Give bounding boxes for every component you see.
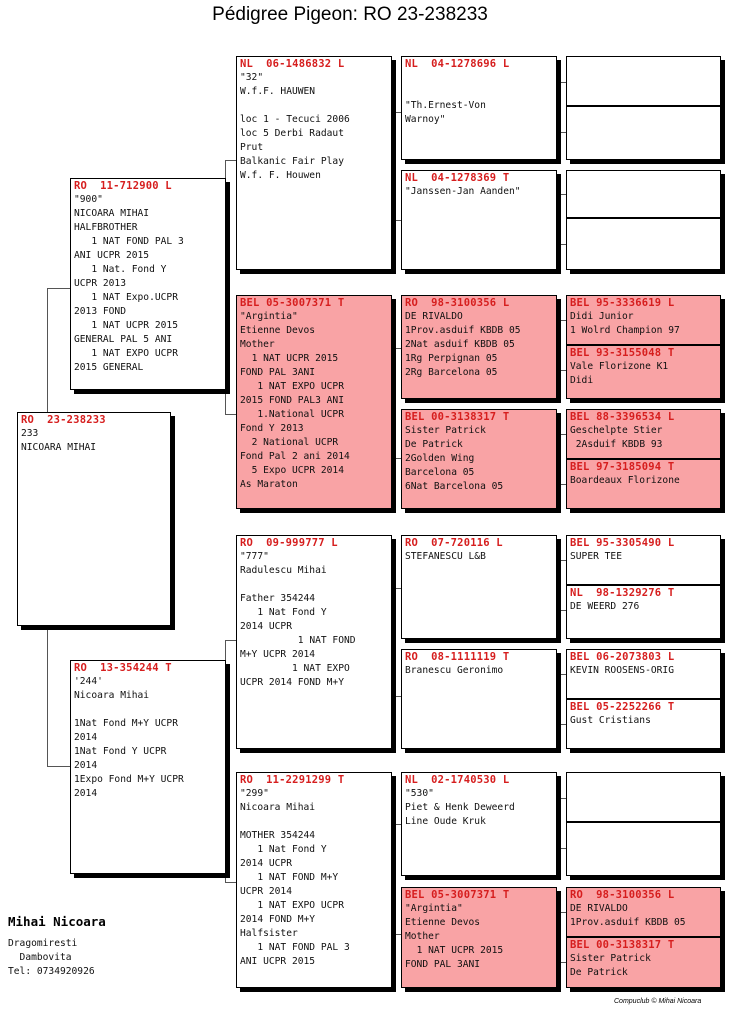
gen4-card-dsss[interactable] bbox=[566, 535, 721, 585]
ring-number: RO 98-3100356 L bbox=[570, 889, 675, 901]
connector-line bbox=[557, 798, 558, 848]
ring-number: RO 11-2291299 T bbox=[240, 774, 345, 786]
pigeon-details: "Th.Ernest-Von Warnoy" bbox=[405, 100, 486, 125]
pigeon-details: "Argintia" Etienne Devos Mother 1 NAT UCPR 2015 FOND PAL 3ANI bbox=[405, 903, 504, 970]
gen4-card-dssd[interactable] bbox=[566, 585, 721, 639]
ring-number: BEL 88-3396534 L bbox=[570, 411, 675, 423]
pigeon-details: KEVIN ROOSENS-ORIG bbox=[570, 665, 674, 676]
owner-county: Dambovita bbox=[8, 952, 72, 963]
pigeon-details: 233 NICOARA MIHAI bbox=[21, 428, 97, 453]
pigeon-details: "Janssen-Jan Aanden" bbox=[405, 186, 521, 197]
ring-number: BEL 06-2073803 L bbox=[570, 651, 675, 663]
pigeon-details: STEFANESCU L&B bbox=[405, 551, 486, 562]
gen4-card-ssss[interactable] bbox=[566, 56, 721, 106]
pigeon-details: Branescu Geronimo bbox=[405, 665, 504, 676]
connector-line bbox=[47, 288, 48, 414]
great-grandparent-card-dss[interactable] bbox=[401, 535, 557, 639]
ring-number: BEL 05-2252266 T bbox=[570, 701, 675, 713]
ring-number: NL 02-1740530 L bbox=[405, 774, 510, 786]
pigeon-details: "Argintia" Etienne Devos Mother 1 NAT UCPR 2015 FOND PAL 3ANI 1 NAT EXPO UCPR 2015 FOND PAL3 ANI 1.National UCPR Fond Y 2013 2 National UCPR Fond Pal 2 ani 2014 5 Expo UCPR 2014 As Maraton bbox=[240, 311, 350, 490]
gen4-card-ddss[interactable] bbox=[566, 772, 721, 822]
connector-line bbox=[557, 320, 558, 370]
great-grandparent-card-sds[interactable] bbox=[401, 295, 557, 399]
pigeon-details: Didi Junior 1 Wolrd Champion 97 bbox=[570, 311, 680, 336]
ring-number: BEL 95-3336619 L bbox=[570, 297, 675, 309]
ring-number: NL 06-1486832 L bbox=[240, 58, 345, 70]
great-grandparent-card-sdd[interactable] bbox=[401, 409, 557, 509]
ring-number: RO 13-354244 T bbox=[74, 662, 172, 674]
pigeon-details: '244' Nicoara Mihai 1Nat Fond M+Y UCPR 2014 1Nat Fond Y UCPR 2014 1Expo Fond M+Y UCPR 2014 bbox=[74, 676, 184, 799]
ring-number bbox=[567, 773, 720, 774]
ring-number: BEL 00-3138317 T bbox=[570, 939, 675, 951]
gen4-card-ssds[interactable] bbox=[566, 170, 721, 218]
gen4-card-dsds[interactable] bbox=[566, 649, 721, 699]
ring-number: RO 23-238233 bbox=[21, 414, 106, 426]
ring-number bbox=[567, 823, 720, 824]
pigeon-details: "32" W.f.F. HAUWEN loc 1 - Tecuci 2006 loc 5 Derbi Radaut Prut Balkanic Fair Play W.f. F. Houwen bbox=[240, 72, 350, 181]
great-grandparent-card-ssd[interactable] bbox=[401, 170, 557, 270]
ring-number bbox=[567, 107, 720, 108]
pigeon-details: "777" Radulescu Mihai Father 354244 1 Nat Fond Y 2014 UCPR 1 NAT FOND M+Y UCPR 2014 1 NAT EXPO UCPR 2014 FOND M+Y bbox=[240, 551, 356, 688]
granddam-paternal-card[interactable] bbox=[236, 295, 392, 509]
grandsire-paternal-card[interactable] bbox=[236, 56, 392, 270]
ring-number: NL 98-1329276 T bbox=[570, 587, 675, 599]
connector-line bbox=[557, 434, 558, 484]
gen4-card-sdsd[interactable] bbox=[566, 345, 721, 399]
gen4-card-sddd[interactable] bbox=[566, 459, 721, 509]
gen4-card-sdds[interactable] bbox=[566, 409, 721, 459]
footer-credit: Compuclub © Mihai Nicoara bbox=[614, 998, 702, 1005]
connector-line bbox=[47, 766, 71, 767]
gen4-card-sssd[interactable] bbox=[566, 106, 721, 160]
gen4-card-sdss[interactable] bbox=[566, 295, 721, 345]
gen4-card-ssdd[interactable] bbox=[566, 218, 721, 270]
pigeon-details: "900" NICOARA MIHAI HALFBROTHER 1 NAT FOND PAL 3 ANI UCPR 2015 1 Nat. Fond Y UCPR 2013 1 NAT Expo.UCPR 2013 FOND 1 NAT UCPR 2015 GENERAL PAL 5 ANI 1 NAT EXPO UCPR 2015 GENERAL bbox=[74, 194, 184, 373]
pigeon-details: Vale Florizone K1 Didi bbox=[570, 361, 669, 386]
great-grandparent-card-sss[interactable] bbox=[401, 56, 557, 160]
ring-number: RO 08-1111119 T bbox=[405, 651, 510, 663]
ring-number: RO 98-3100356 L bbox=[405, 297, 510, 309]
ring-number bbox=[567, 57, 720, 58]
granddam-maternal-card[interactable] bbox=[236, 772, 392, 988]
great-grandparent-card-dds[interactable] bbox=[401, 772, 557, 876]
gen4-card-dsdd[interactable] bbox=[566, 699, 721, 749]
pigeon-details: DE RIVALDO 1Prov.asduif KBDB 05 bbox=[570, 903, 686, 928]
pigeon-details: Gust Cristians bbox=[570, 715, 651, 726]
great-grandparent-card-ddd[interactable] bbox=[401, 887, 557, 988]
ring-number: BEL 05-3007371 T bbox=[405, 889, 510, 901]
ring-number: BEL 93-3155048 T bbox=[570, 347, 675, 359]
gen4-card-ddsd[interactable] bbox=[566, 822, 721, 876]
connector-line bbox=[557, 912, 558, 962]
ring-number: NL 04-1278696 L bbox=[405, 58, 510, 70]
pigeon-details: "299" Nicoara Mihai MOTHER 354244 1 Nat Fond Y 2014 UCPR 1 NAT FOND M+Y UCPR 2014 1 NAT EXPO UCPR 2014 FOND M+Y Halfsister 1 NAT FOND PAL 3 ANI UCPR 2015 bbox=[240, 788, 350, 967]
connector-line bbox=[47, 626, 48, 766]
ring-number: BEL 97-3185094 T bbox=[570, 461, 675, 473]
grandsire-maternal-card[interactable] bbox=[236, 535, 392, 749]
gen4-card-ddds[interactable] bbox=[566, 887, 721, 937]
owner-phone: Tel: 0734920926 bbox=[8, 966, 95, 977]
ring-number: RO 07-720116 L bbox=[405, 537, 503, 549]
pigeon-details: Geschelpte Stier 2Asduif KBDB 93 bbox=[570, 425, 663, 450]
pigeon-details: Sister Patrick De Patrick 2Golden Wing Barcelona 05 6Nat Barcelona 05 bbox=[405, 425, 504, 492]
pigeon-details: SUPER TEE bbox=[570, 551, 622, 562]
connector-line bbox=[557, 560, 558, 610]
ring-number: BEL 95-3305490 L bbox=[570, 537, 675, 549]
ring-number: BEL 00-3138317 T bbox=[405, 411, 510, 423]
pigeon-details: Sister Patrick De Patrick bbox=[570, 953, 651, 978]
ring-number bbox=[567, 171, 720, 172]
owner-name: Mihai Nicoara bbox=[8, 914, 106, 929]
connector-line bbox=[557, 82, 558, 132]
sire-card[interactable] bbox=[70, 178, 226, 390]
pigeon-details: Boardeaux Florizone bbox=[570, 475, 680, 486]
connector-line bbox=[557, 194, 558, 244]
ring-number: RO 11-712900 L bbox=[74, 180, 172, 192]
ring-number bbox=[567, 219, 720, 220]
pigeon-details: DE RIVALDO 1Prov.asduif KBDB 05 2Nat asduif KBDB 05 1Rg Perpignan 05 2Rg Barcelona 05 bbox=[405, 311, 521, 378]
subject-pigeon-card[interactable] bbox=[17, 412, 171, 626]
connector-line bbox=[47, 288, 71, 289]
pigeon-details: DE WEERD 276 bbox=[570, 601, 640, 612]
ring-number: RO 09-999777 L bbox=[240, 537, 338, 549]
pigeon-details: "530" Piet & Henk Deweerd Line Oude Kruk bbox=[405, 788, 515, 827]
page-title: Pédigree Pigeon: RO 23-238233 bbox=[212, 4, 488, 25]
dam-card[interactable] bbox=[70, 660, 226, 874]
ring-number: NL 04-1278369 T bbox=[405, 172, 510, 184]
gen4-card-dddd[interactable] bbox=[566, 937, 721, 988]
ring-number: BEL 05-3007371 T bbox=[240, 297, 345, 309]
connector-line bbox=[557, 674, 558, 724]
owner-town: Dragomiresti bbox=[8, 938, 78, 949]
great-grandparent-card-dsd[interactable] bbox=[401, 649, 557, 749]
